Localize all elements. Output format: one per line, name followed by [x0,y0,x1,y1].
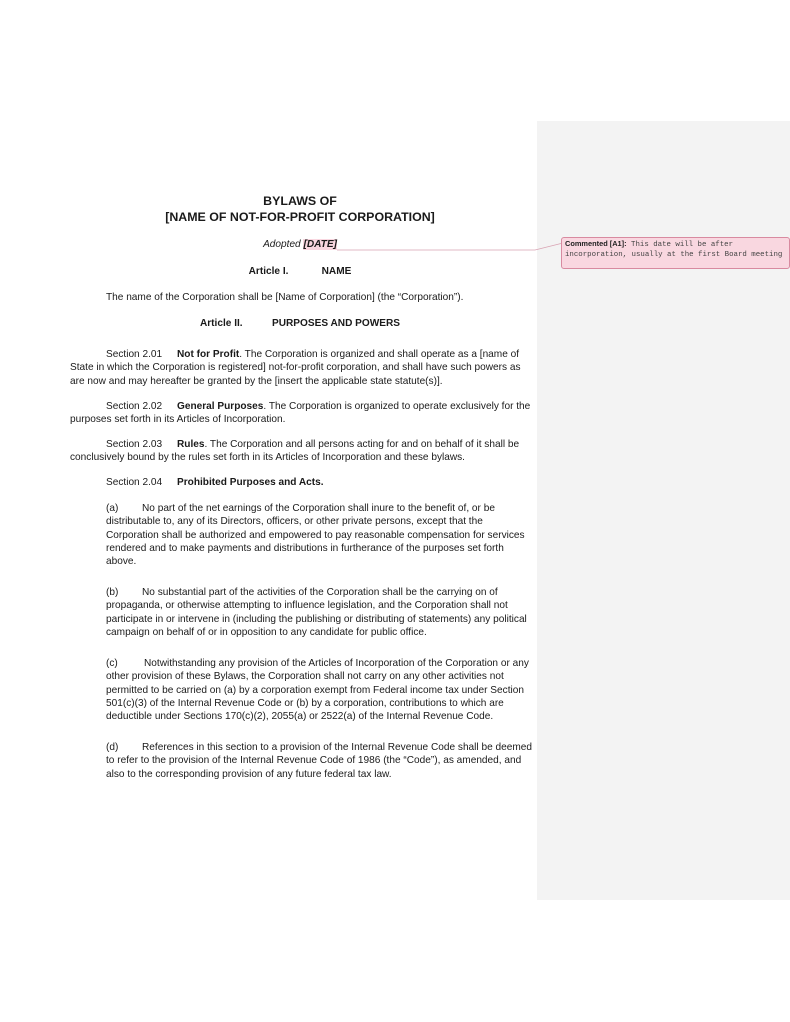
document-title-line1: BYLAWS OF [263,194,337,208]
subsection-label: (a) [106,503,119,514]
section-number: Section 2.03 [106,439,163,450]
name-paragraph: The name of the Corporation shall be [Name of Corporation] (the “Corporation”). [106,292,464,303]
section-number: Section 2.01 [106,349,163,360]
section-heading: Rules [177,439,205,450]
section-2-02: Section 2.02 General Purposes. The Corporation is organized to operate exclusively for the purposes set forth in its Articles of Incorporation. [70,401,531,426]
document-title-line2: [NAME OF NOT-FOR-PROFIT CORPORATION] [165,210,435,224]
section-heading: Prohibited Purposes and Acts. [177,477,324,488]
section-2-03: Section 2.03 Rules. The Corporation and all persons acting for and on behalf of it shall be conclusively bound by the rules set forth in its Articles of Incorporation and these bylaws. [70,439,520,464]
section-2-01: Section 2.01 Not for Profit. The Corporation is organized and shall operate as a [name of State in which the Corporation is registered] not-for-profit corporation, and shall have such powers as are now and may hereafter be granted by the [insert the applicable state statute(s)]. [70,349,521,387]
section-number: Section 2.02 [106,401,163,412]
adopted-label: Adopted [263,239,304,250]
comment-text: This date will be after incorporation, usually at the first Board meeting [565,241,783,259]
subsection-label: (b) [106,587,119,598]
subsection-a: (a) No part of the net earnings of the Corporation shall inure to the benefit of, or be distributable to, any of its Directors, officers, or other private persons, except that the Corporation shall be authorized and empowered to pay reasonable compensation for services rendered and to make payments and distributions in furtherance of the purposes set forth above. [106,503,525,568]
comment-author: Commented [A1]: [565,239,627,248]
subsection-d: (d) References in this section to a provision of the Internal Revenue Code shall be deemed to refer to the provision of the Internal Revenue Code of 1986 (the “Code”), as amended, and also to the corresponding provision of any future federal tax law. [106,742,532,780]
adopted-date-commented[interactable]: [DATE] [303,239,337,250]
article-2-number: Article II. [199,318,243,329]
subsection-label: (d) [106,742,119,753]
comment-balloon-a1[interactable] [561,237,790,269]
article-1-number: Article I. [248,266,289,277]
subsection-label: (c) [106,658,118,669]
subsection-c: (c) Notwithstanding any provision of the Articles of Incorporation of the Corporation or any other provision of these Bylaws, the Corporation shall not carry on any other activities not permitted to be carried on (a) by a corporation exempt from Federal income tax under Section 501(c)(3) of the Internal Revenue Code or (b) by a corporation, contributions to which are deductible under Sections 170(c)(2), 2055(a) or 2522(a) of the Internal Revenue Code. [106,658,529,723]
subsection-b: (b) No substantial part of the activities of the Corporation shall be the carrying on of propaganda, or otherwise attempting to influence legislation, and the Corporation shall not participate in or intervene in (including the publishing or distributing of statements) any political campaign on behalf of or in opposition to any candidate for public office. [106,587,527,638]
article-2-title: PURPOSES AND POWERS [271,318,401,329]
section-heading: General Purposes [177,401,264,412]
section-heading: Not for Profit [177,349,240,360]
article-1-title: NAME [321,266,352,277]
section-number: Section 2.04 [106,477,163,488]
